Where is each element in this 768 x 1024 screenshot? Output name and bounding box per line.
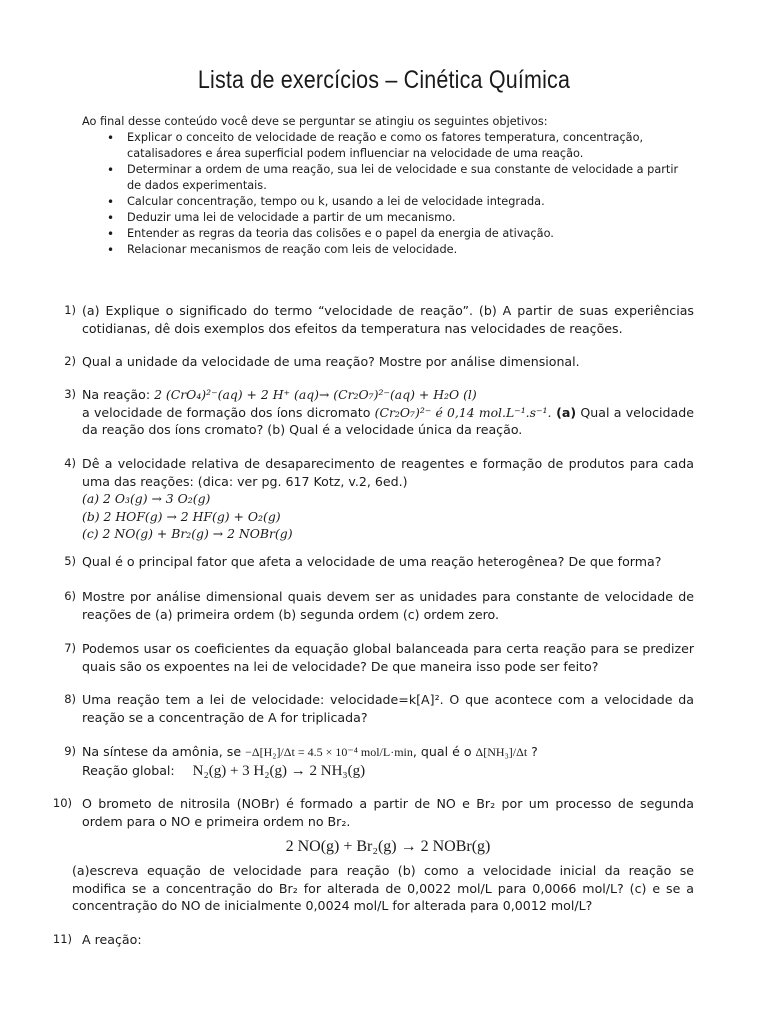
question-text: Qual é o principal fator que afeta a velocidade de uma reação heterogênea? De que forma? [82,554,662,569]
question-6 [64,588,694,623]
page-title: Lista de exercícios – Cinética Química [197,66,571,94]
objective-item: • Calcular concentração, tempo ou k, usando a lei de velocidade integrada. [82,194,694,210]
question-text: Dê a velocidade relativa de desaparecimento de reagentes e formação de produtos para cada uma das reações: (dica: ver pg. 617 Kotz, v.2, 6ed.) [82,456,694,489]
question-number: 8) [64,692,76,706]
question-number: 10) [52,796,72,810]
question-text: , qual é o [412,744,476,759]
question-number: 11) [52,932,72,946]
reaction-a: (a) 2 O₃(g) → 3 O₂(g) [82,491,211,506]
objective-item: • Deduzir uma lei de velocidade a partir de um mecanismo. [82,210,694,226]
objective-item: • Explicar o conceito de velocidade de reação e como os fatores temperatura, concentração, catalisadores e área superficial podem influenciar na velocidade de uma reação. [82,130,694,162]
dichromate-rate: (Cr₂O₇)²⁻ é 0,14 mol.L⁻¹.s⁻¹. [374,404,552,420]
question-number: 1) [64,303,76,317]
question-11 [52,931,694,949]
question-text: Qual a unidade da velocidade de uma reação? Mostre por análise dimensional. [82,354,580,369]
question-number: 6) [64,589,76,603]
question-10-parts [72,862,694,915]
objectives-list [82,130,694,258]
question-5 [64,553,694,571]
question-3 [64,386,694,439]
question-1 [64,302,694,337]
question-text: Podemos usar os coeficientes da equação global balanceada para certa reação para se predizer quais são os expoentes na lei de velocidade? De que maneira isso pode ser feito? [82,641,694,674]
objectives-lead: Ao final desse conteúdo você deve se perguntar se atingiu os seguintes objetivos: [82,115,548,128]
question-2 [64,353,694,371]
reaction-equation: 2 (CrO₄)²⁻(aq) + 2 H⁺ (aq)→ (Cr₂O₇)²⁻(aq) + H₂O (l) [154,387,477,402]
question-text: (a) Explique o significado do termo “velocidade de reação”. (b) A partir de suas experiências cotidianas, dê dois exemplos dos efeitos da temperatura nas velocidades de reações. [82,303,694,336]
reaction-b: (b) 2 HOF(g) → 2 HF(g) + O₂(g) [82,508,281,524]
question-lead: Na reação: [82,387,155,402]
question-number: 2) [64,354,76,368]
question-end: ? [527,744,538,759]
question-text: Qual a velocidade da reação dos íons cromato? (b) Qual é a velocidade única da reação. [82,404,694,437]
question-text: (a)escreva equação de velocidade para reação (b) como a velocidade inicial da reação se modifica se a concentração do Br₂ for alterada de 0,0022 mol/L para 0,0066 mol/L? (c) e se a concentração do NO de inicialmente 0,0024 mol/L for alterada para 0,0012 mol/L? [72,863,694,913]
question-number: 3) [64,387,76,401]
global-reaction-equation: N₂(g) + 3 H₂(g) → 2 NH₃(g) [192,762,366,779]
question-text: a velocidade de formação dos íons dicromato [82,404,375,420]
reaction-c: (c) 2 NO(g) + Br₂(g) → 2 NOBr(g) [82,526,293,541]
question-9 [64,743,694,780]
objective-item: • Determinar a ordem de uma reação, sua lei de velocidade e sua constante de velocidade a partir de dados experimentais. [82,162,694,194]
question-number: 9) [64,744,76,758]
question-text: O brometo de nitrosila (NOBr) é formado a partir de NO e Br₂ por um processo de segunda ordem para o NO e primeira ordem no Br₂. [82,796,694,829]
h2-rate-expression: −Δ[H₂]/Δt = 4.5 × 10⁻⁴ mol/L·min [245,745,413,759]
question-4 [64,455,694,543]
nh3-rate-expression: Δ[NH₃]/Δt [475,745,528,759]
question-7 [64,640,694,675]
global-reaction-label: Reação global: [82,762,175,778]
question-10 [52,795,694,862]
question-text: A reação: [82,932,142,947]
question-text: Uma reação tem a lei de velocidade: velocidade=k[A]². O que acontece com a velocidade da reação se a concentração de A for triplicada? [82,692,694,725]
question-number: 4) [64,456,76,470]
question-lead: Na síntese da amônia, se [82,744,246,759]
objective-item: • Relacionar mecanismos de reação com leis de velocidade. [82,242,694,258]
question-number: 5) [64,554,76,568]
nobr-reaction-equation: 2 NO(g) + Br₂(g) → 2 NOBr(g) [285,838,491,855]
part-a-label: (a) [551,404,577,420]
question-8 [64,691,694,726]
objectives-section [82,114,694,258]
objective-item: • Entender as regras da teoria das colisões e o papel da energia de ativação. [82,226,694,242]
question-text: Mostre por análise dimensional quais devem ser as unidades para constante de velocidade de reações de (a) primeira ordem (b) segunda ordem (c) ordem zero. [82,589,694,622]
question-number: 7) [64,641,76,655]
